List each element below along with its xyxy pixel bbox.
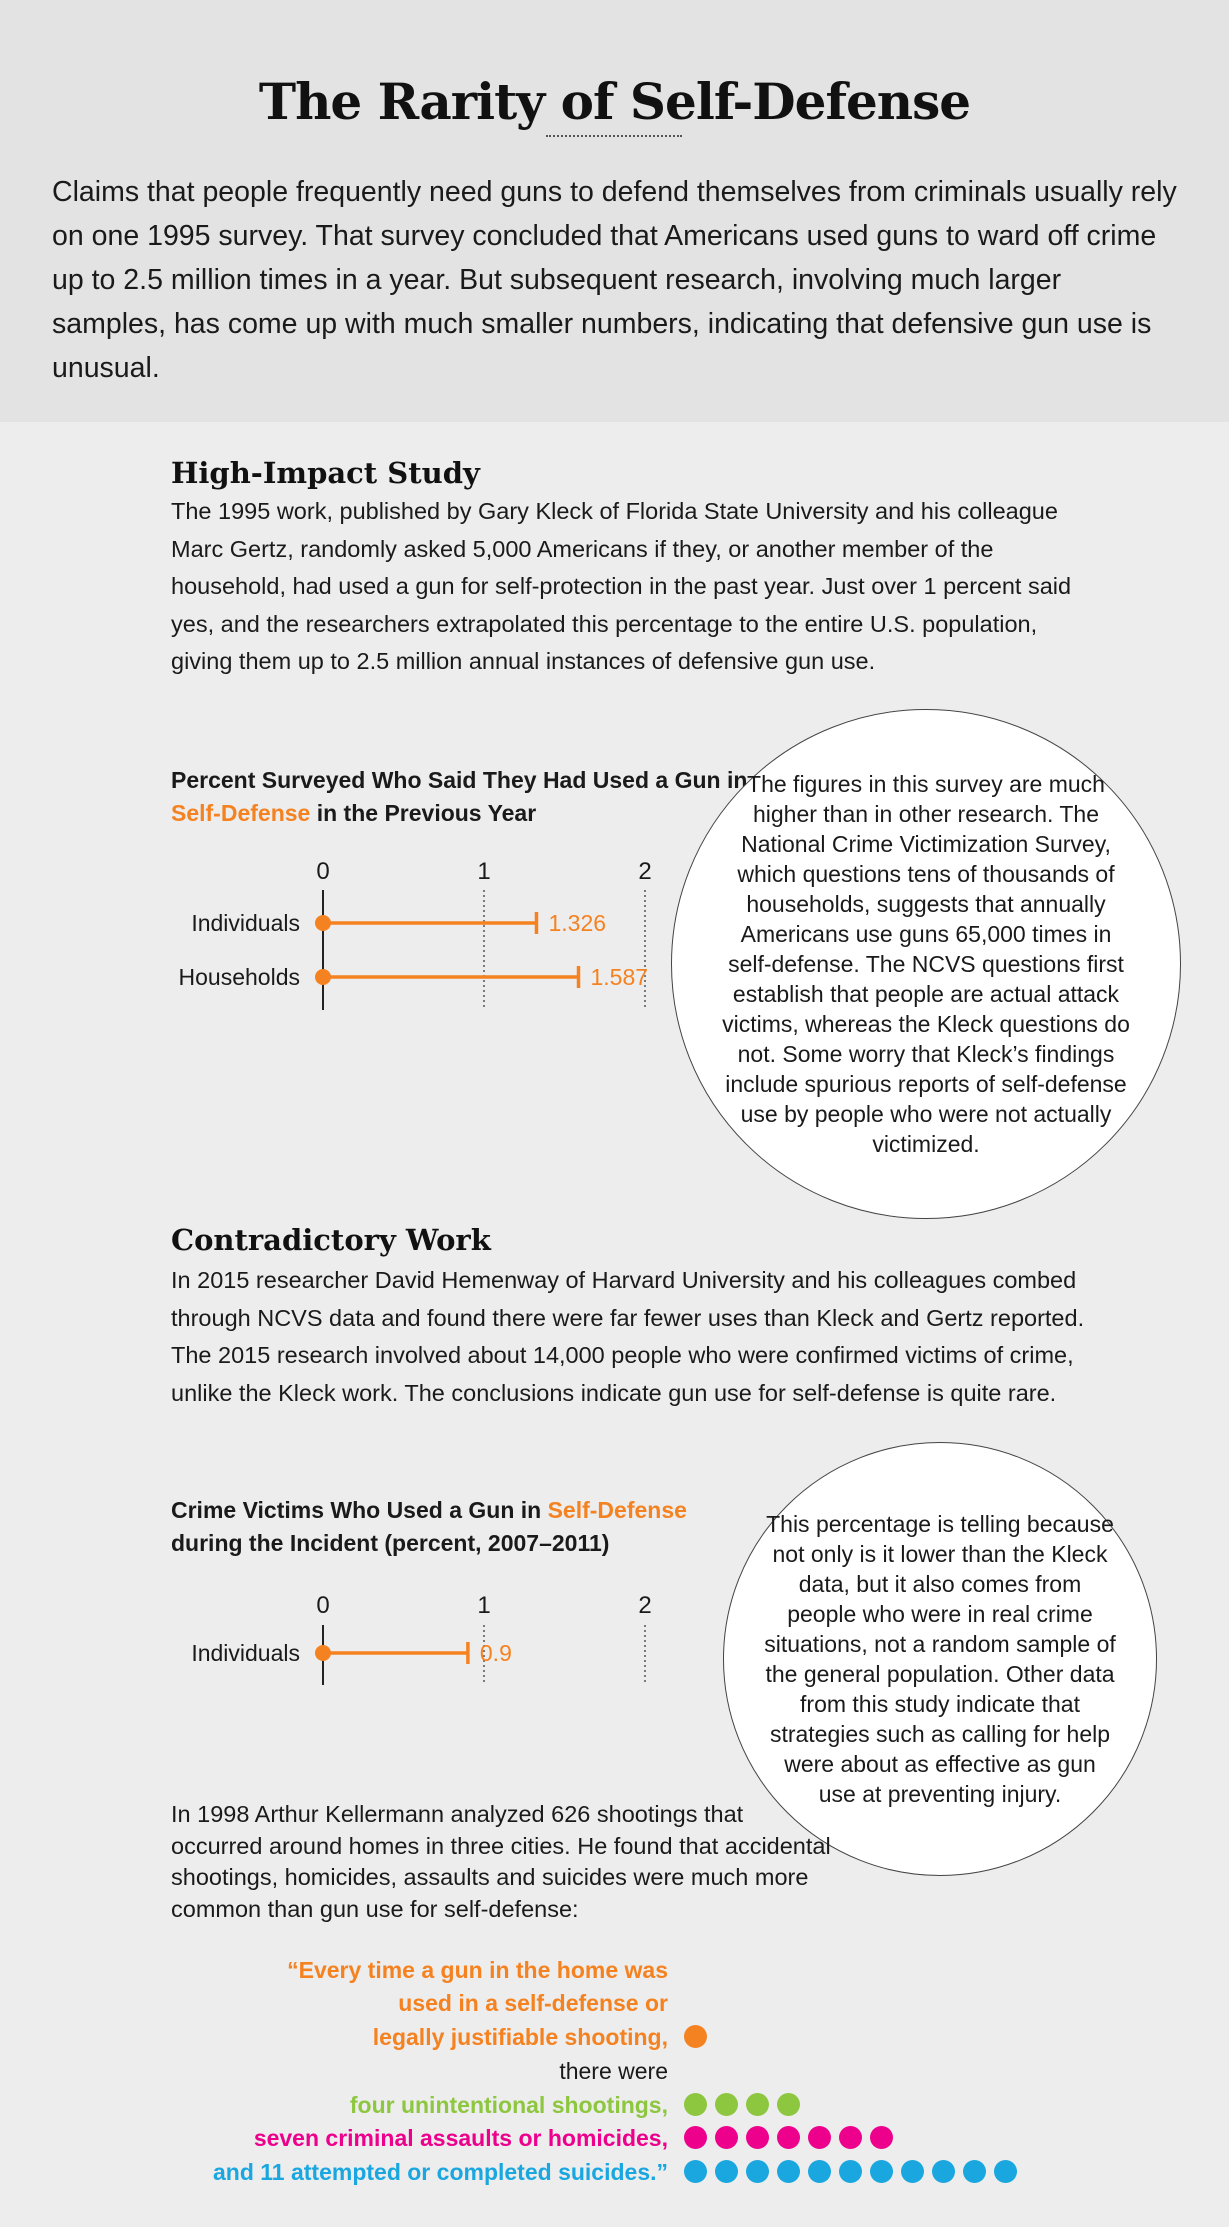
chart2-title-accent: Self-Defense: [547, 1497, 687, 1523]
quote-line-4: there were: [559, 2058, 668, 2084]
pictogram-row-unintentional: [684, 2093, 800, 2117]
pictogram-dot: [808, 2126, 831, 2149]
pictogram-dot: [746, 2160, 769, 2183]
chart2-title-post: during the Incident (percent, 2007–2011): [171, 1530, 610, 1556]
section1-body: The 1995 work, published by Gary Kleck of Florida State University and his colleague Marc Gertz, randomly asked 5,000 Americans if they, or another member of the household, had used a gun for self-protection in the past year. Just over 1 percent said yes, and the researchers extrapolated this percentage to the entire U.S. population, giving them up to 2.5 million annual instances of defensive gun use.: [171, 498, 1072, 675]
bar-origin-dot-households: [315, 969, 331, 985]
value-label-individuals: 0.9: [479, 1640, 512, 1666]
chart1-title-accent: Self-Defense: [171, 800, 311, 826]
category-label-households: Households: [178, 964, 300, 990]
title-divider: [546, 135, 682, 137]
callout-2-text: This percentage is telling because not only is it lower than the Kleck data, but it also comes from people who were in real crime situations, not a random sample of the general population. Other data from this study indicate that strategies such as calling for help were about as effective as gun use at preventing injury.: [764, 1511, 1116, 1807]
section2-heading: Contradictory Work: [171, 1223, 491, 1257]
quote-line-2: used in a self-defense or: [398, 1990, 668, 2016]
tick-label-2: 2: [638, 858, 652, 885]
page-title: The Rarity of Self-Defense: [258, 71, 971, 131]
category-label-individuals: Individuals: [191, 1640, 300, 1666]
category-label-individuals: Individuals: [191, 910, 300, 936]
pictogram-dot: [746, 2093, 769, 2116]
tick-label-2: 2: [638, 1592, 652, 1619]
pictogram-dot: [839, 2126, 862, 2149]
quote-line-3: legally justifiable shooting,: [372, 2024, 668, 2050]
pictogram-dot: [808, 2160, 831, 2183]
intro-paragraph: Claims that people frequently need guns to defend themselves from criminals usually rely on one 1995 survey. That survey concluded that Americans used guns to ward off crime up to 2.5 million times in a year. But subsequent research, involving much larger samples, has come up with much smaller numbers, indicating that defensive gun use is unusual.: [52, 176, 1177, 384]
pictogram-dot: [746, 2126, 769, 2149]
chart1-title-pre: Percent Surveyed Who Said They Had Used a Gun in: [171, 767, 748, 793]
chart2-title: [171, 1494, 751, 1560]
pictogram-dot: [839, 2160, 862, 2183]
value-label-individuals: 1.326: [548, 910, 607, 936]
pictogram-dot: [684, 2025, 707, 2048]
pictogram-dot: [684, 2160, 707, 2183]
pictogram-dot: [777, 2093, 800, 2116]
value-label-households: 1.587: [590, 964, 649, 990]
tick-label-0: 0: [316, 1592, 330, 1619]
quote-line-7: and 11 attempted or completed suicides.”: [212, 2159, 668, 2185]
callout-circle-1: [671, 709, 1181, 1219]
chart1-plot: [0, 840, 680, 1020]
pictogram-dot: [715, 2126, 738, 2149]
chart1-title: [171, 764, 751, 830]
pictogram-dot: [932, 2160, 955, 2183]
pictogram-dot: [715, 2093, 738, 2116]
section3-body: In 1998 Arthur Kellermann analyzed 626 shootings that occurred around homes in three cities. He found that accidental shootings, homicides, assaults and suicides were much more common than gun use for self-defense:: [171, 1801, 831, 1922]
chart2-title-pre: Crime Victims Who Used a Gun in: [171, 1497, 548, 1523]
section2-body: In 2015 researcher David Hemenway of Harvard University and his colleagues combed through NCVS data and found there were far fewer uses than Kleck and Gertz reported. The 2015 research involved about 14,000 people who were confirmed victims of crime, unlike the Kleck work. The conclusions indicate gun use for self-defense is quite rare.: [171, 1267, 1085, 1406]
quote-line-6: seven criminal assaults or homicides,: [253, 2125, 668, 2151]
chart2-plot: [0, 1575, 680, 1695]
quote-line-1: “Every time a gun in the home was: [287, 1957, 668, 1983]
bar-origin-dot-individuals: [315, 1645, 331, 1661]
pictogram-row-suicides: [684, 2160, 1017, 2184]
tick-label-1: 1: [477, 1592, 491, 1619]
quote-line-5: four unintentional shootings,: [349, 2092, 668, 2118]
section1-heading: High-Impact Study: [171, 456, 480, 490]
tick-label-0: 0: [316, 858, 330, 885]
tick-label-1: 1: [477, 858, 491, 885]
pictogram-dot: [870, 2126, 893, 2149]
pictogram-dot: [777, 2126, 800, 2149]
chart1-title-post: in the Previous Year: [310, 800, 537, 826]
bar-origin-dot-individuals: [315, 915, 331, 931]
pictogram-dot: [870, 2160, 893, 2183]
pictogram-dot: [901, 2160, 924, 2183]
pictogram-dot: [777, 2160, 800, 2183]
pictogram-dot: [994, 2160, 1017, 2183]
pictogram-row-assaults: [684, 2126, 893, 2150]
pictogram-dot: [963, 2160, 986, 2183]
pictogram-dot: [684, 2093, 707, 2116]
callout-1-text: The figures in this survey are much higher than in other research. The National Crime Victimization Survey, which questions tens of thousands of households, suggests that annually Americans use guns 65,000 times in self-defense. The NCVS questions first establish that people are actual attack victims, whereas the Kleck questions do not. Some worry that Kleck’s findings include spurious reports of self-defense use by people who were not actually victimized.: [722, 771, 1130, 1157]
pictogram-dot: [684, 2126, 707, 2149]
pictogram-row-self-defense: [684, 2025, 707, 2049]
pictogram-dot: [715, 2160, 738, 2183]
